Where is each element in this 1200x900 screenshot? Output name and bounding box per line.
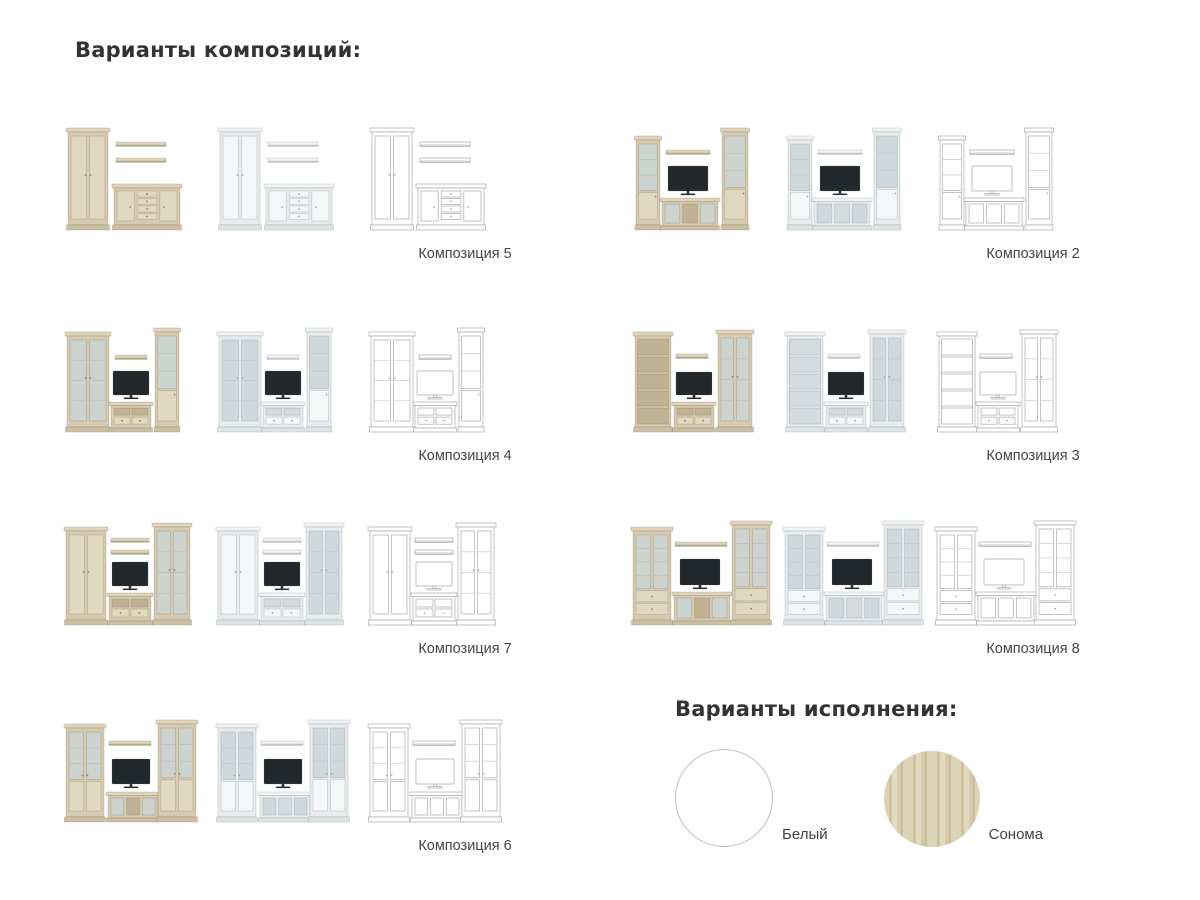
furniture-illustration (628, 322, 776, 440)
furniture-illustration (932, 515, 1080, 633)
furniture-illustration (212, 120, 360, 238)
composition-label: Композиция 2 (986, 246, 1080, 262)
composition-renders (60, 515, 512, 633)
furniture-illustration (60, 322, 208, 440)
furniture-illustration (212, 322, 360, 440)
furniture-render-sonoma (60, 120, 208, 238)
furniture-render-outline (364, 322, 512, 440)
composition-renders (60, 120, 512, 238)
furniture-illustration (780, 322, 928, 440)
furniture-illustration (60, 712, 208, 830)
finish-label-sonoma: Сонома (988, 826, 1044, 843)
finish-label-white: Белый (782, 826, 828, 843)
finish-option-white[interactable] (675, 749, 828, 847)
furniture-illustration (932, 322, 1080, 440)
furniture-render-white (212, 515, 360, 633)
finish-swatches (675, 749, 1135, 847)
composition-renders (60, 712, 512, 830)
furniture-render-sonoma (628, 515, 776, 633)
furniture-render-outline (364, 712, 512, 830)
furniture-illustration (364, 322, 512, 440)
furniture-render-sonoma (628, 120, 776, 238)
finish-option-sonoma[interactable] (884, 749, 1043, 847)
furniture-render-sonoma (60, 712, 208, 830)
furniture-render-outline (364, 515, 512, 633)
composition-label: Композиция 7 (418, 641, 512, 657)
furniture-render-white (212, 120, 360, 238)
furniture-render-outline (932, 515, 1080, 633)
composition-card-3[interactable] (628, 322, 1080, 474)
furniture-illustration (780, 515, 928, 633)
furniture-render-sonoma (628, 322, 776, 440)
furniture-illustration (60, 515, 208, 633)
composition-label: Композиция 8 (986, 641, 1080, 657)
composition-label: Композиция 4 (418, 448, 512, 464)
composition-renders (628, 120, 1080, 238)
furniture-render-white (780, 515, 928, 633)
composition-renders (628, 515, 1080, 633)
composition-label: Композиция 5 (418, 246, 512, 262)
furniture-illustration (364, 712, 512, 830)
compositions-heading: Варианты композиций: (75, 38, 362, 62)
composition-renders (628, 322, 1080, 440)
furniture-illustration (364, 120, 512, 238)
finishes-heading: Варианты исполнения: (675, 697, 958, 721)
composition-card-5[interactable] (60, 120, 512, 272)
furniture-illustration (932, 120, 1080, 238)
furniture-render-sonoma (60, 515, 208, 633)
composition-card-2[interactable] (628, 120, 1080, 272)
furniture-render-white (212, 712, 360, 830)
composition-card-8[interactable] (628, 515, 1080, 667)
furniture-render-sonoma (60, 322, 208, 440)
composition-label: Композиция 6 (418, 838, 512, 854)
finishes-section (675, 697, 1135, 847)
composition-card-4[interactable] (60, 322, 512, 474)
furniture-illustration (628, 120, 776, 238)
furniture-render-white (212, 322, 360, 440)
furniture-render-outline (932, 322, 1080, 440)
furniture-illustration (212, 515, 360, 633)
composition-card-6[interactable] (60, 712, 512, 864)
furniture-illustration (780, 120, 928, 238)
composition-renders (60, 322, 512, 440)
furniture-illustration (212, 712, 360, 830)
furniture-render-outline (932, 120, 1080, 238)
furniture-render-white (780, 120, 928, 238)
composition-card-7[interactable] (60, 515, 512, 667)
furniture-illustration (628, 515, 776, 633)
white-finish-swatch (675, 749, 773, 847)
furniture-illustration (364, 515, 512, 633)
furniture-render-white (780, 322, 928, 440)
furniture-illustration (60, 120, 208, 238)
composition-label: Композиция 3 (986, 448, 1080, 464)
sonoma-finish-swatch (884, 751, 980, 847)
furniture-render-outline (364, 120, 512, 238)
